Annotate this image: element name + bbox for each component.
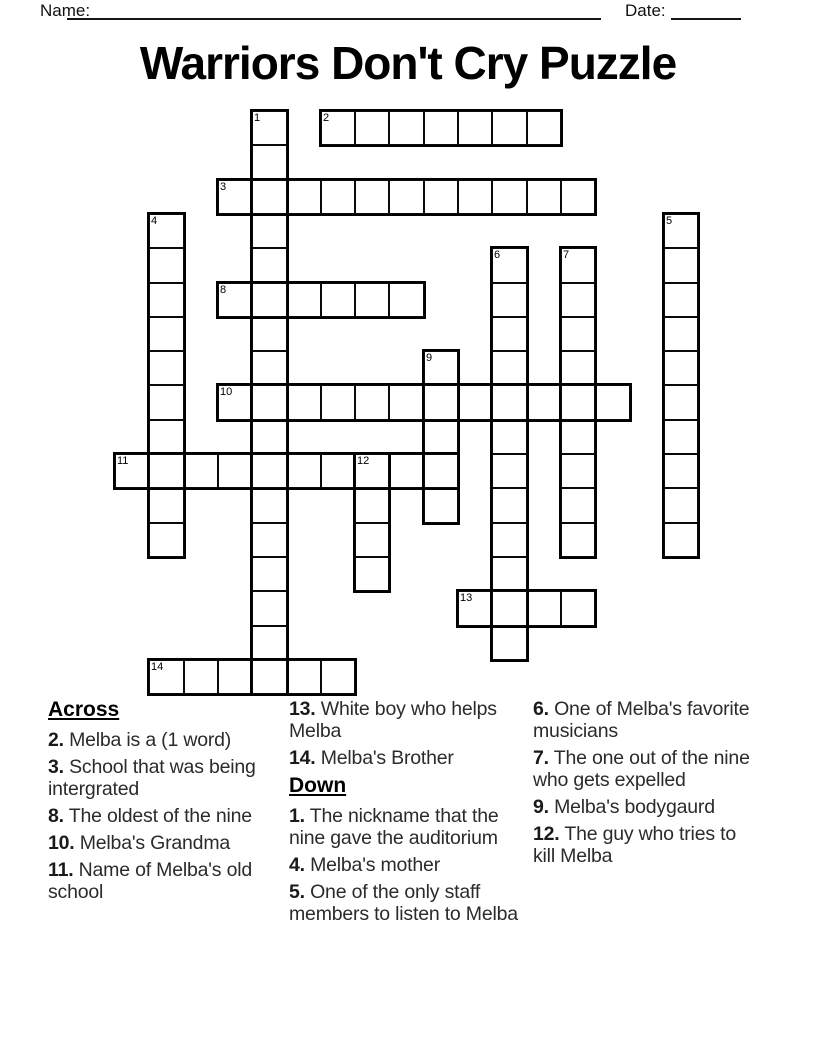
cell-number: 8 bbox=[220, 284, 227, 296]
clue-text: Name of Melba's old school bbox=[48, 859, 252, 903]
grid-cell[interactable] bbox=[491, 179, 528, 215]
grid-cell[interactable] bbox=[388, 453, 425, 489]
clue-number: 2. bbox=[48, 729, 64, 751]
clue-item bbox=[48, 859, 266, 903]
grid-cell[interactable] bbox=[560, 453, 596, 489]
grid-cell[interactable] bbox=[560, 419, 596, 455]
grid-cell[interactable] bbox=[423, 453, 459, 489]
across-heading: Across bbox=[48, 698, 120, 721]
grid-cell[interactable] bbox=[491, 316, 528, 352]
clue-text: Melba's Grandma bbox=[74, 832, 231, 854]
clue-item bbox=[48, 832, 266, 854]
clue-column-middle bbox=[289, 698, 531, 930]
grid-cell[interactable] bbox=[320, 453, 356, 489]
clue-text: The nickname that the nine gave the auditorium bbox=[289, 805, 499, 849]
grid-cell[interactable] bbox=[663, 213, 699, 249]
grid-cell[interactable] bbox=[526, 110, 562, 146]
clue-column-left bbox=[48, 698, 266, 908]
clue-number: 11. bbox=[48, 859, 74, 881]
clue-item bbox=[533, 823, 763, 867]
grid-cell[interactable] bbox=[491, 590, 528, 627]
grid-cell[interactable] bbox=[388, 282, 425, 318]
clue-number: 1. bbox=[289, 805, 305, 827]
grid-cell[interactable] bbox=[663, 419, 699, 455]
cell-number: 10 bbox=[220, 386, 233, 398]
grid-cell[interactable] bbox=[217, 384, 253, 421]
date-line[interactable] bbox=[671, 0, 741, 20]
grid-cell[interactable] bbox=[663, 316, 699, 352]
grid-cell[interactable] bbox=[491, 522, 528, 558]
grid-cell[interactable] bbox=[251, 453, 288, 489]
cell-number: 13 bbox=[460, 592, 473, 604]
cell-number: 6 bbox=[494, 249, 501, 261]
grid-cell[interactable] bbox=[251, 110, 288, 146]
grid-cell[interactable] bbox=[423, 179, 459, 215]
clue-item bbox=[48, 805, 266, 827]
grid-cell[interactable] bbox=[251, 487, 288, 524]
cell-number: 1 bbox=[254, 112, 261, 124]
cell-number: 11 bbox=[117, 455, 129, 467]
grid-cell[interactable] bbox=[286, 384, 322, 421]
clue-number: 12. bbox=[533, 823, 560, 845]
grid-cell[interactable] bbox=[491, 110, 528, 146]
grid-cell[interactable] bbox=[251, 213, 288, 249]
grid-cell[interactable] bbox=[388, 384, 425, 421]
clue-item bbox=[533, 698, 763, 742]
grid-cell[interactable] bbox=[491, 384, 528, 421]
grid-cell[interactable] bbox=[663, 247, 699, 284]
grid-cell[interactable] bbox=[286, 453, 322, 489]
clue-item bbox=[289, 881, 531, 925]
down-heading: Down bbox=[289, 774, 347, 797]
grid-cell[interactable] bbox=[663, 384, 699, 421]
clue-text: Melba is a (1 word) bbox=[63, 729, 232, 751]
grid-cell[interactable] bbox=[148, 453, 185, 489]
grid-cell[interactable] bbox=[491, 453, 528, 489]
grid-cell[interactable] bbox=[320, 659, 356, 695]
cell-number: 2 bbox=[323, 112, 330, 124]
grid-cell[interactable] bbox=[560, 282, 596, 318]
grid-cell[interactable] bbox=[457, 110, 493, 146]
clue-number: 6. bbox=[533, 698, 549, 720]
cell-number: 14 bbox=[151, 661, 164, 673]
grid-cell[interactable] bbox=[251, 144, 288, 181]
clue-text: Melba's bodygaurd bbox=[548, 796, 715, 818]
grid-cell[interactable] bbox=[491, 419, 528, 455]
grid-cell[interactable] bbox=[251, 179, 288, 215]
grid-cell[interactable] bbox=[457, 590, 493, 627]
grid-cell[interactable] bbox=[423, 350, 459, 386]
clue-text: Melba's Brother bbox=[315, 747, 454, 769]
grid-cell[interactable] bbox=[251, 282, 288, 318]
grid-cell[interactable] bbox=[320, 384, 356, 421]
grid-cell[interactable] bbox=[286, 282, 322, 318]
cell-number: 9 bbox=[426, 352, 433, 364]
clue-text: The one out of the nine who gets expelled bbox=[533, 747, 750, 791]
grid-cell[interactable] bbox=[286, 659, 322, 695]
clue-text: One of Melba's favorite musicians bbox=[533, 698, 750, 742]
grid-cell[interactable] bbox=[354, 282, 390, 318]
grid-cell[interactable] bbox=[251, 659, 288, 695]
grid-cell[interactable] bbox=[423, 419, 459, 455]
grid-cell[interactable] bbox=[148, 350, 185, 386]
grid-cell[interactable] bbox=[251, 419, 288, 455]
grid-cell[interactable] bbox=[560, 487, 596, 524]
grid-cell[interactable] bbox=[320, 282, 356, 318]
grid-cell[interactable] bbox=[354, 556, 390, 592]
grid-cell[interactable] bbox=[354, 179, 390, 215]
grid-cell[interactable] bbox=[148, 659, 185, 695]
grid-cell[interactable] bbox=[148, 213, 185, 249]
grid-cell[interactable] bbox=[114, 453, 150, 489]
cell-number: 7 bbox=[563, 249, 570, 261]
grid-cell[interactable] bbox=[663, 522, 699, 558]
name-line[interactable] bbox=[67, 0, 601, 20]
grid-cell[interactable] bbox=[491, 625, 528, 661]
clue-number: 7. bbox=[533, 747, 549, 769]
grid-cell[interactable] bbox=[148, 487, 185, 524]
grid-cell[interactable] bbox=[251, 316, 288, 352]
grid-cell[interactable] bbox=[560, 247, 596, 284]
grid-cell[interactable] bbox=[663, 453, 699, 489]
grid-cell[interactable] bbox=[491, 282, 528, 318]
clue-item bbox=[289, 698, 531, 742]
cell-number: 3 bbox=[220, 181, 227, 193]
grid-cell[interactable] bbox=[217, 282, 253, 318]
grid-cell[interactable] bbox=[217, 453, 253, 489]
grid-cell[interactable] bbox=[183, 453, 219, 489]
clue-text: The oldest of the nine bbox=[63, 805, 252, 827]
grid-cell[interactable] bbox=[251, 384, 288, 421]
clue-text: One of the only staff members to listen to Melba bbox=[289, 881, 518, 925]
grid-cell[interactable] bbox=[526, 179, 562, 215]
grid-cell[interactable] bbox=[148, 384, 185, 421]
cell-number: 5 bbox=[666, 215, 673, 227]
grid-cell[interactable] bbox=[148, 316, 185, 352]
grid-cell[interactable] bbox=[217, 659, 253, 695]
grid-cell[interactable] bbox=[251, 247, 288, 284]
grid-cell[interactable] bbox=[148, 247, 185, 284]
grid-cell[interactable] bbox=[423, 384, 459, 421]
grid-cell[interactable] bbox=[663, 350, 699, 386]
grid-cell[interactable] bbox=[354, 384, 390, 421]
clue-number: 10. bbox=[48, 832, 75, 854]
puzzle-title: Warriors Don't Cry Puzzle bbox=[139, 37, 677, 89]
grid-cell[interactable] bbox=[491, 556, 528, 592]
grid-cell[interactable] bbox=[251, 522, 288, 558]
grid-cell[interactable] bbox=[217, 179, 253, 215]
clue-text: Melba's mother bbox=[304, 854, 440, 876]
grid-cell[interactable] bbox=[457, 384, 493, 421]
grid-cell[interactable] bbox=[251, 625, 288, 661]
clue-text: The guy who tries to kill Melba bbox=[533, 823, 736, 867]
grid-cell[interactable] bbox=[526, 590, 562, 627]
grid-cell[interactable] bbox=[251, 556, 288, 592]
grid-cell[interactable] bbox=[423, 487, 459, 524]
name-label: Name: bbox=[40, 1, 91, 20]
grid-cell[interactable] bbox=[526, 384, 562, 421]
clue-number: 8. bbox=[48, 805, 64, 827]
clue-number: 9. bbox=[533, 796, 549, 818]
grid-cell[interactable] bbox=[251, 350, 288, 386]
grid-cell[interactable] bbox=[663, 282, 699, 318]
cell-number: 12 bbox=[357, 455, 370, 467]
clue-item bbox=[289, 854, 531, 876]
grid-cell[interactable] bbox=[388, 110, 425, 146]
clue-number: 5. bbox=[289, 881, 305, 903]
clue-item bbox=[533, 747, 763, 791]
grid-cell[interactable] bbox=[560, 590, 596, 627]
grid-cell[interactable] bbox=[560, 384, 596, 421]
grid-cell[interactable] bbox=[354, 110, 390, 146]
clue-column-right bbox=[533, 698, 763, 872]
clue-item bbox=[48, 756, 266, 800]
grid-cell[interactable] bbox=[354, 453, 390, 489]
grid-cell[interactable] bbox=[183, 659, 219, 695]
grid-cell[interactable] bbox=[148, 282, 185, 318]
grid-cell[interactable] bbox=[320, 110, 356, 146]
clue-text: School that was being intergrated bbox=[48, 756, 256, 800]
clue-item bbox=[533, 796, 763, 818]
grid-cell[interactable] bbox=[560, 179, 596, 215]
grid-cell[interactable] bbox=[251, 590, 288, 627]
cell-number: 4 bbox=[151, 215, 158, 227]
clue-item bbox=[289, 805, 531, 849]
grid-cell[interactable] bbox=[560, 350, 596, 386]
grid-cell[interactable] bbox=[148, 522, 185, 558]
grid-cell[interactable] bbox=[286, 179, 322, 215]
grid-cell[interactable] bbox=[491, 350, 528, 386]
grid-cell[interactable] bbox=[491, 247, 528, 284]
grid-cell[interactable] bbox=[320, 179, 356, 215]
clue-item bbox=[48, 729, 266, 751]
grid-cell[interactable] bbox=[560, 522, 596, 558]
date-label: Date: bbox=[625, 1, 666, 20]
clue-number: 4. bbox=[289, 854, 305, 876]
grid-cell[interactable] bbox=[354, 487, 390, 524]
clue-number: 14. bbox=[289, 747, 316, 769]
grid-cell[interactable] bbox=[594, 384, 631, 421]
grid-cell[interactable] bbox=[388, 179, 425, 215]
grid-cell[interactable] bbox=[148, 419, 185, 455]
clue-text: White boy who helps Melba bbox=[289, 698, 497, 742]
grid-cell[interactable] bbox=[354, 522, 390, 558]
grid-cell[interactable] bbox=[457, 179, 493, 215]
clue-number: 13. bbox=[289, 698, 316, 720]
grid-cell[interactable] bbox=[423, 110, 459, 146]
grid-cell[interactable] bbox=[491, 487, 528, 524]
clue-item bbox=[289, 747, 531, 769]
grid-cell[interactable] bbox=[560, 316, 596, 352]
clue-number: 3. bbox=[48, 756, 64, 778]
grid-cell[interactable] bbox=[663, 487, 699, 524]
